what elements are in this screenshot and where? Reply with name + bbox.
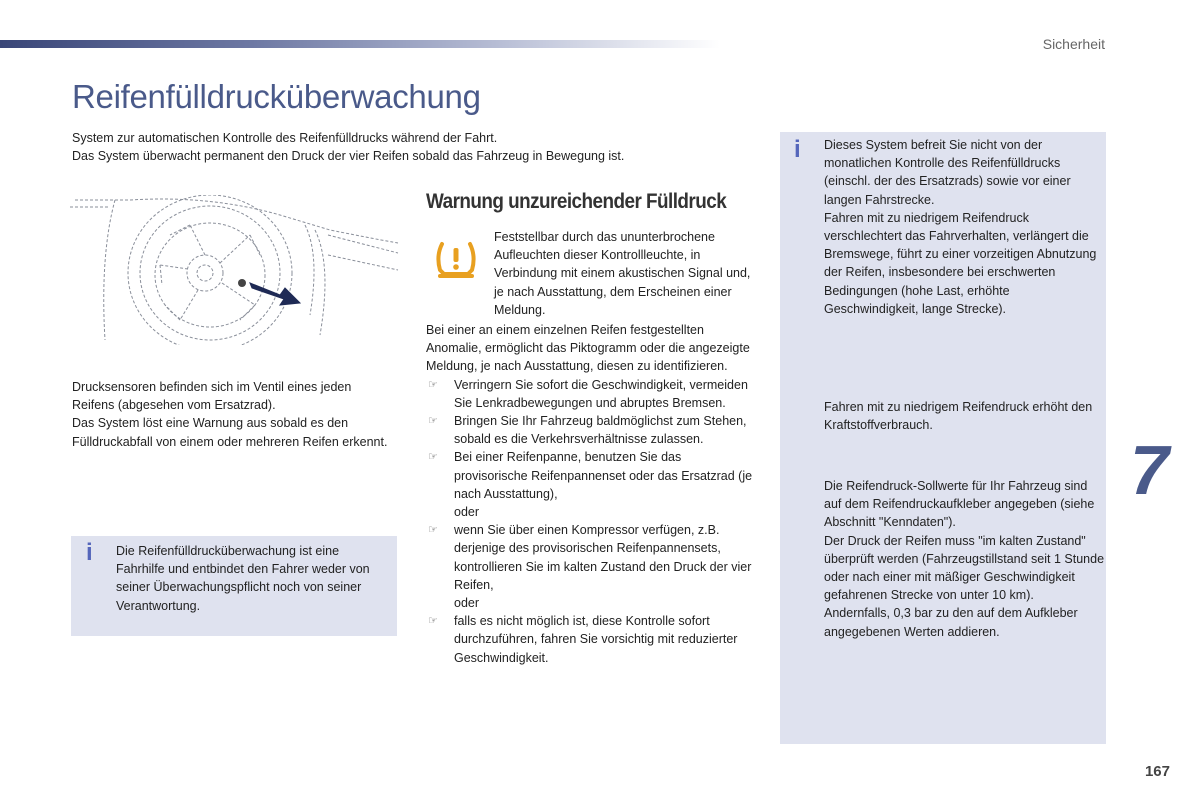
info-left-text: Die Reifenfülldrucküberwachung ist eine Fahrhilfe und entbindet den Fahrer weder von seiner Überwachungspflicht noch von seiner Verantwortung. xyxy=(116,544,370,613)
instruction-item: ☞ Verringern Sie sofort die Geschwindigkeit, vermeiden Sie Lenkradbewegungen und abruptes Bremsen. xyxy=(428,377,748,410)
warning-lamp-text: Feststellbar durch das ununterbrochene Aufleuchten dieser Kontrollleuchte, in Verbindung mit einem akustischen Signal und, je nach Ausstattung, dem Erscheinen einer Meldung. xyxy=(494,230,751,317)
info-box-left xyxy=(71,536,397,636)
instruction-item: ☞ Bringen Sie Ihr Fahrzeug baldmöglichst zum Stehen, sobald es die Verkehrsverhältnisse zulassen. xyxy=(428,414,747,447)
or-separator: oder xyxy=(454,505,480,520)
intro-text xyxy=(72,129,752,165)
sensor-paragraph-1: Drucksensoren befinden sich im Ventil eines jeden Reifens (abgesehen vom Ersatzrad). xyxy=(72,380,352,413)
intro-line-1: System zur automatischen Kontrolle des Reifenfülldrucks während der Fahrt. xyxy=(72,131,498,145)
warning-instructions xyxy=(426,321,756,667)
or-separator: oder xyxy=(454,596,480,611)
instruction-item: ☞ Bei einer Reifenpanne, benutzen Sie das provisorische Reifenpannenset oder das Ersatzrad (je nach Ausstattung), xyxy=(428,450,753,501)
hand-pointer-icon: ☞ xyxy=(428,378,438,391)
hand-pointer-icon: ☞ xyxy=(428,615,438,628)
instruction-item: ☞ wenn Sie über einen Kompressor verfügen, z.B. derjenige des provisorischen Reifenpannensets, kontrollieren Sie im kalten Zustand den Druck der vier Reifen, xyxy=(428,523,752,592)
hand-pointer-icon: ☞ xyxy=(428,415,438,428)
tire-pressure-warning-icon xyxy=(434,236,478,280)
intro-line-2: Das System überwacht permanent den Druck der vier Reifen sobald das Fahrzeug in Bewegung ist. xyxy=(72,149,625,163)
info-right-paragraph-1: Dieses System befreit Sie nicht von der monatlichen Kontrolle des Reifenfülldrucks (einschl. der des Ersatzrads) sowie vor einer langen Fahrstrecke. Fahren mit zu niedrigem Reifendruck verschlechtert das Fahrverhalten, verlängert die Bremswege, führt zu einer vorzeitigen Abnutzung der Reifen, insbesondere bei erschwerten Bedingungen (hohe Last, erhöhte Geschwindigkeit, lange Strecke). xyxy=(824,138,1097,316)
page-title: Reifenfülldrucküberwachung xyxy=(72,78,481,115)
info-right-paragraph-2: Fahren mit zu niedrigem Reifendruck erhöht den Kraftstoffverbrauch. xyxy=(824,400,1093,433)
page-number: 167 xyxy=(1144,763,1170,780)
chapter-number: 7 xyxy=(1130,431,1169,509)
warning-heading: Warnung unzureichender Fülldruck xyxy=(426,190,727,213)
section-label: Sicherheit xyxy=(1042,36,1105,52)
hand-pointer-icon: ☞ xyxy=(428,451,438,464)
info-right-paragraph-3: Die Reifendruck-Sollwerte für Ihr Fahrzeug sind auf dem Reifendruckaufkleber angegeben (siehe Abschnitt "Kenndaten"). Der Druck der Reifen muss "im kalten Zustand" überprüft werden (Fahrzeugstillstand seit 1 Stunde oder nach einer mit mäßiger Geschwindigkeit gefahrenen Strecke von unter 10 km). Andernfalls, 0,3 bar zu den auf dem Aufkleber angegebenen Werten addieren. xyxy=(824,479,1105,639)
sensor-description xyxy=(72,378,392,451)
info-box-right xyxy=(780,132,1106,744)
anomaly-text: Bei einer an einem einzelnen Reifen festgestellten Anomalie, ermöglicht das Piktogramm oder die angezeigte Meldung, je nach Ausstattung, diesen zu identifizieren. xyxy=(426,323,750,374)
sensor-paragraph-2: Das System löst eine Warnung aus sobald es den Fülldruckabfall von einem oder mehreren Reifen erkennt. xyxy=(72,416,388,449)
hand-pointer-icon: ☞ xyxy=(428,524,438,537)
header-gradient-bar xyxy=(0,40,720,48)
info-icon: i xyxy=(794,136,801,163)
info-icon: i xyxy=(86,539,93,566)
instruction-item: ☞ falls es nicht möglich ist, diese Kontrolle sofort durchzuführen, fahren Sie vorsichtig mit reduzierter Geschwindigkeit. xyxy=(428,614,738,665)
wheel-valve-illustration xyxy=(70,195,400,345)
